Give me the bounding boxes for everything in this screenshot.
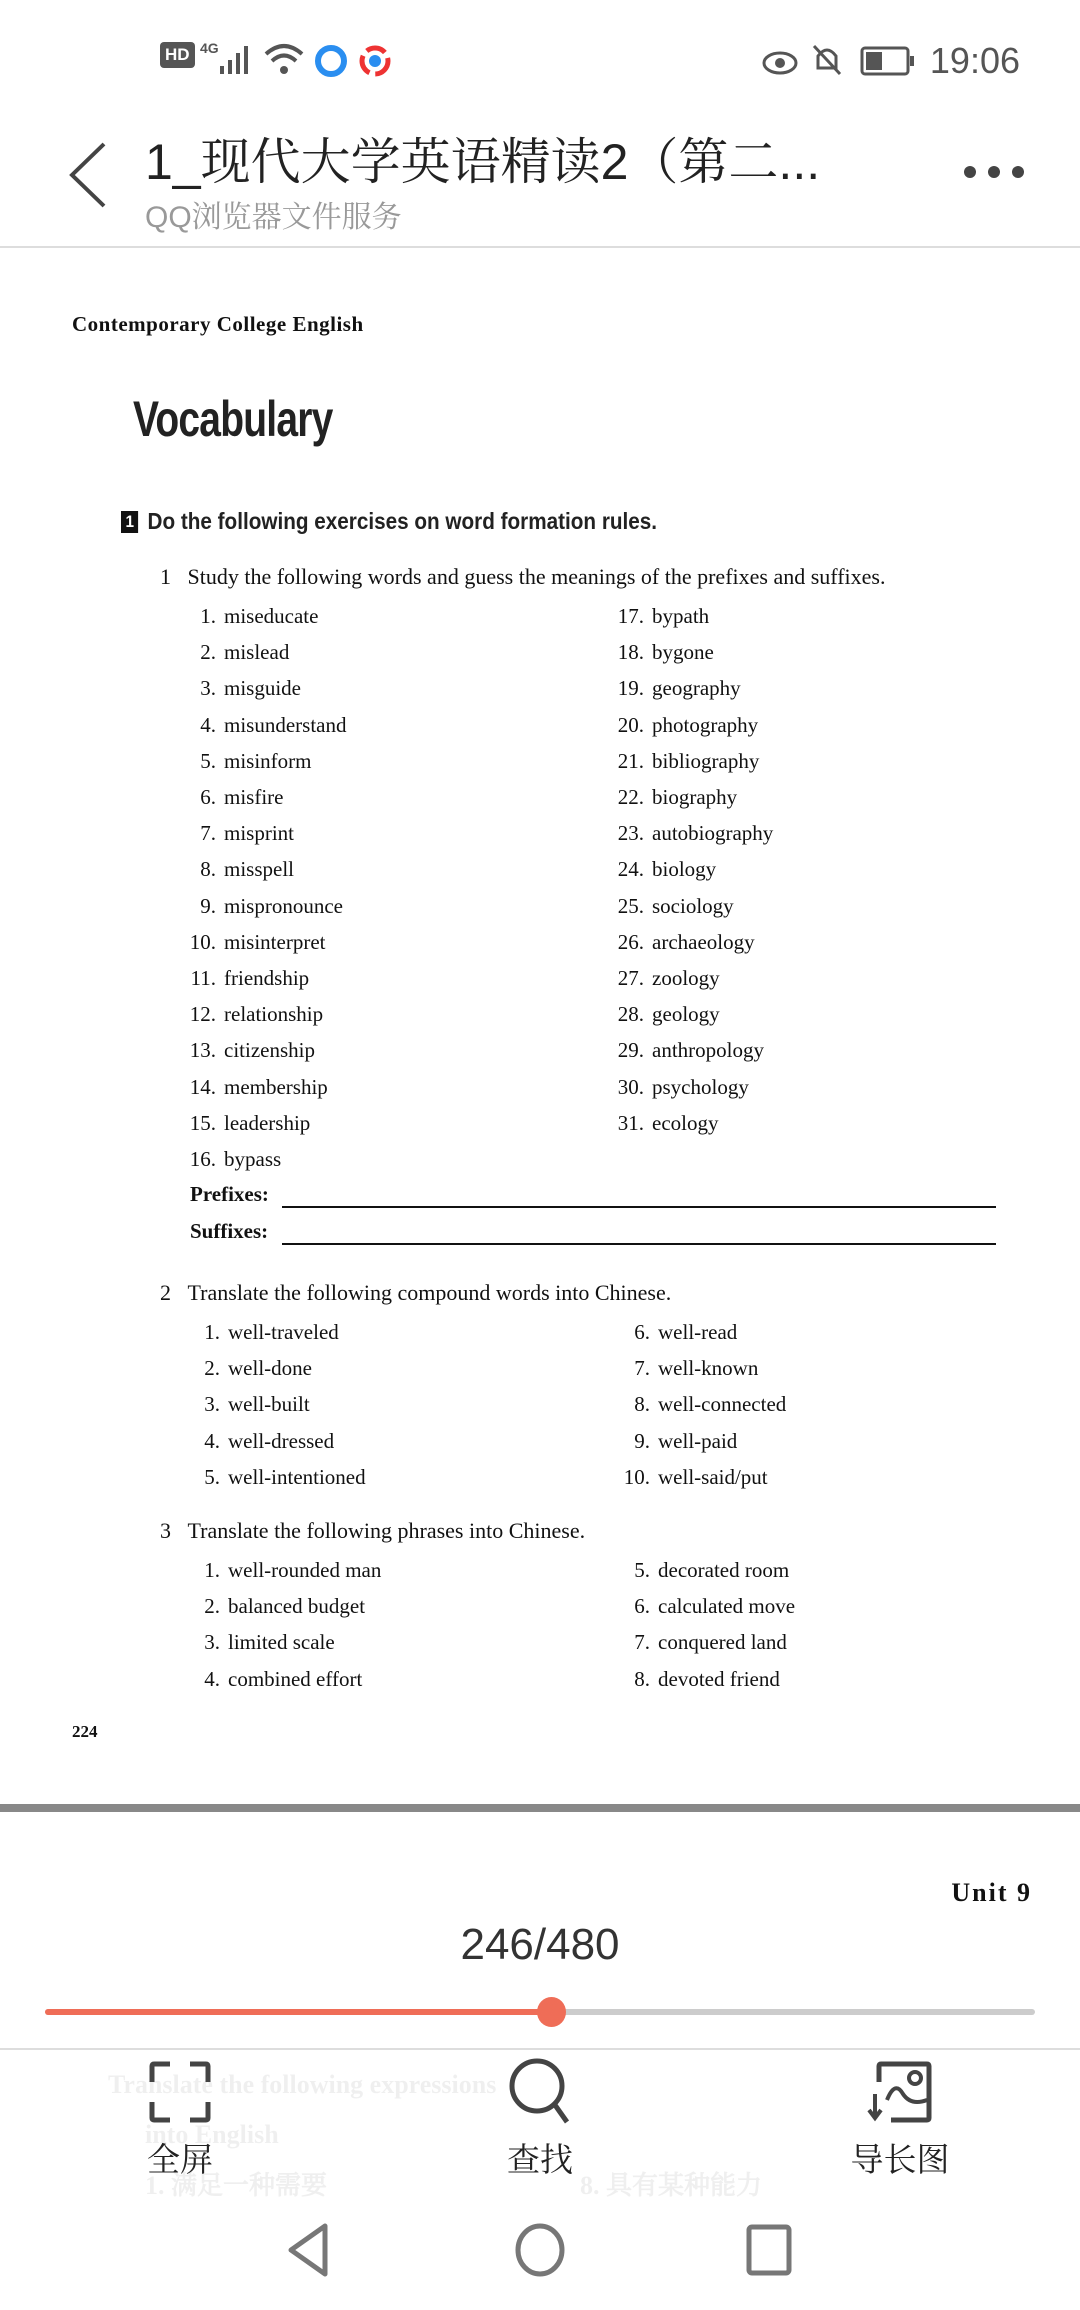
item-text: autobiography [652, 821, 774, 846]
item-text: zoology [652, 966, 720, 990]
question-3 [160, 1518, 585, 1544]
list-item [164, 1667, 362, 1692]
list-item [160, 821, 294, 846]
nav-back-icon[interactable] [285, 2222, 331, 2278]
list-item [160, 604, 318, 629]
item-text: well-traveled [228, 1320, 339, 1344]
find-button[interactable] [440, 2056, 640, 2181]
fullscreen-label: 全屏 [147, 2141, 213, 2178]
signal-icon [218, 44, 254, 76]
item-text: sociology [652, 893, 734, 918]
item-number: 23. [617, 821, 644, 846]
item-text: geology [652, 1002, 720, 1027]
item-text: geography [652, 676, 741, 701]
list-item [160, 894, 343, 919]
long-image-button[interactable] [800, 2060, 1000, 2181]
item-text: misfire [224, 785, 284, 809]
item-number: 19. [617, 676, 644, 701]
item-text: citizenship [224, 1038, 315, 1063]
item-text: well-rounded man [228, 1558, 382, 1582]
item-number: 12. [189, 1002, 216, 1027]
list-item [594, 1392, 786, 1417]
app-icon [358, 44, 392, 78]
question-text: Study the following words and guess the meanings of the prefixes and suffixes. [187, 564, 886, 589]
list-item [594, 1558, 789, 1583]
item-number: 7. [634, 1356, 650, 1381]
list-item [588, 749, 759, 774]
item-number: 18. [617, 640, 644, 665]
list-item [164, 1392, 310, 1417]
item-text: misprint [224, 821, 295, 846]
clock: 19:06 [929, 40, 1020, 81]
item-number: 7. [634, 1630, 650, 1655]
item-number: 14. [189, 1074, 216, 1099]
next-page-ghost-item: 1. 满足一种需要 [145, 2171, 328, 2200]
item-text: anthropology [652, 1038, 764, 1063]
page-separator [0, 1804, 1080, 1812]
item-number: 21. [617, 748, 644, 773]
page-indicator: 246/480 [460, 1920, 620, 1969]
item-text: bypath [652, 604, 710, 628]
prefixes-label: Prefixes: [190, 1182, 269, 1206]
item-text: misguide [224, 676, 301, 701]
item-number: 31. [617, 1110, 644, 1135]
exercise-heading-text: Do the following exercises on word formation rules. [147, 508, 658, 534]
item-number: 9. [634, 1428, 650, 1453]
item-text: misunderstand [224, 712, 347, 737]
item-number: 2. [204, 1594, 220, 1619]
exercise-number-badge: 1 [121, 511, 139, 533]
fullscreen-icon [148, 2060, 212, 2124]
item-text: misspell [224, 857, 295, 882]
item-number: 4. [204, 1666, 220, 1691]
toolbar-divider [0, 2048, 1080, 2050]
list-item [160, 785, 283, 810]
next-page-ghost-sub: into English [145, 2120, 279, 2149]
prefixes-answer-line [282, 1206, 996, 1208]
list-item [164, 1465, 366, 1490]
item-text: misinterpret [224, 929, 326, 954]
next-page-ghost-heading: Translate the following expressions [108, 2070, 497, 2099]
item-number: 1. [204, 1558, 220, 1582]
page-slider-thumb[interactable] [537, 1997, 566, 2027]
list-item [164, 1429, 334, 1454]
item-text: relationship [224, 1002, 324, 1027]
item-number: 25. [617, 893, 644, 918]
item-number: 1. [200, 604, 216, 628]
item-text: well-said/put [658, 1464, 768, 1489]
question-2 [160, 1280, 671, 1306]
item-text: well-paid [658, 1428, 738, 1453]
item-number: 3. [204, 1630, 220, 1655]
page-slider-fill [45, 2009, 552, 2015]
item-number: 10. [623, 1464, 650, 1489]
item-number: 4. [204, 1428, 220, 1453]
document-source: QQ浏览器文件服务 [145, 201, 402, 234]
list-item [588, 676, 741, 701]
next-page-ghost-item: 8. 具有某种能力 [580, 2171, 763, 2200]
item-number: 27. [617, 966, 644, 990]
list-item [164, 1594, 365, 1619]
item-text: decorated room [658, 1558, 790, 1582]
item-text: mislead [224, 640, 290, 665]
list-item [160, 1147, 281, 1172]
network-type: 4G [200, 40, 219, 56]
list-item [588, 1111, 718, 1136]
item-text: miseducate [224, 604, 319, 628]
list-item [160, 1111, 310, 1136]
item-text: balanced budget [228, 1594, 366, 1619]
item-number: 16. [189, 1147, 216, 1171]
item-text: well-connected [658, 1392, 787, 1417]
list-item [588, 713, 758, 738]
item-text: biology [652, 857, 717, 882]
list-item [164, 1558, 381, 1583]
list-item [594, 1667, 780, 1692]
more-options-icon[interactable] [962, 164, 1026, 180]
list-item [160, 713, 346, 738]
item-number: 24. [617, 857, 644, 882]
item-number: 7. [200, 821, 216, 846]
list-item [588, 1002, 720, 1027]
list-item [160, 676, 301, 701]
item-text: well-read [658, 1320, 738, 1344]
long-image-label: 导长图 [850, 2141, 950, 2178]
list-item [588, 966, 720, 991]
item-number: 22. [617, 785, 644, 809]
long-image-icon [867, 2060, 933, 2124]
list-item [588, 1038, 764, 1063]
item-text: well-done [228, 1356, 312, 1381]
item-number: 15. [189, 1110, 216, 1135]
list-item [594, 1465, 768, 1490]
item-number: 29. [617, 1038, 644, 1063]
item-text: well-intentioned [228, 1464, 366, 1489]
item-text: bibliography [652, 748, 760, 773]
item-text: well-built [228, 1392, 310, 1417]
list-item [160, 1002, 323, 1027]
item-number: 30. [617, 1074, 644, 1099]
item-text: well-known [658, 1356, 759, 1381]
item-number: 5. [200, 748, 216, 773]
item-number: 4. [200, 712, 216, 737]
item-number: 8. [634, 1666, 650, 1691]
item-number: 28. [617, 1002, 644, 1027]
item-number: 6. [634, 1594, 650, 1619]
question-1 [160, 564, 885, 590]
list-item [164, 1320, 339, 1345]
question-number: 1 [160, 564, 171, 589]
item-text: archaeology [652, 929, 755, 954]
list-item [594, 1320, 737, 1345]
item-text: membership [224, 1074, 328, 1099]
item-number: 1. [204, 1320, 220, 1344]
suffixes-label: Suffixes: [190, 1219, 269, 1243]
list-item [160, 640, 289, 665]
item-number: 5. [634, 1558, 650, 1582]
item-number: 8. [200, 857, 216, 882]
list-item [588, 785, 737, 810]
header-divider [0, 246, 1080, 248]
section-title: Vocabulary [133, 391, 333, 447]
item-text: devoted friend [658, 1666, 780, 1691]
item-text: biography [652, 785, 738, 809]
item-text: ecology [652, 1110, 719, 1135]
find-label: 查找 [507, 2141, 573, 2178]
item-text: psychology [652, 1074, 749, 1099]
item-text: friendship [224, 966, 310, 990]
list-item [594, 1594, 795, 1619]
item-text: calculated move [658, 1594, 796, 1619]
item-number: 5. [204, 1464, 220, 1489]
item-number: 20. [617, 712, 644, 737]
list-item [588, 857, 716, 882]
list-item [594, 1429, 737, 1454]
item-text: well-dressed [228, 1428, 335, 1453]
exercise-heading [121, 508, 657, 535]
item-text: conquered land [658, 1630, 787, 1655]
item-number: 8. [634, 1392, 650, 1417]
item-text: misinform [224, 748, 312, 773]
list-item [594, 1630, 787, 1655]
list-item [164, 1356, 312, 1381]
hd-icon: HD [160, 42, 195, 68]
list-item [588, 1075, 749, 1100]
wifi-icon [262, 42, 306, 78]
qq-browser-icon [314, 44, 348, 78]
item-number: 3. [200, 676, 216, 701]
next-page-head: Unit 9 [951, 1878, 1032, 1907]
question-number: 2 [160, 1280, 171, 1305]
list-item [164, 1630, 335, 1655]
item-text: bypass [224, 1147, 282, 1171]
running-head: Contemporary College English [72, 312, 364, 336]
item-number: 6. [200, 785, 216, 809]
item-text: bygone [652, 640, 714, 665]
question-number: 3 [160, 1518, 171, 1543]
item-text: leadership [224, 1110, 311, 1135]
question-text: Translate the following compound words into Chinese. [187, 1280, 672, 1305]
suffixes-answer-line [282, 1243, 996, 1245]
item-number: 17. [617, 604, 644, 628]
page-number: 224 [72, 1722, 98, 1741]
item-number: 6. [634, 1320, 650, 1344]
item-number: 26. [617, 929, 644, 954]
document-title: 1_现代大学英语精读2（第二... [145, 134, 821, 190]
item-number: 2. [200, 640, 216, 665]
back-icon[interactable] [66, 140, 110, 210]
battery-icon [860, 46, 916, 76]
item-number: 11. [190, 966, 216, 990]
item-text: photography [652, 712, 759, 737]
list-item [588, 640, 714, 665]
question-text: Translate the following phrases into Chinese. [187, 1518, 586, 1543]
list-item [588, 821, 773, 846]
list-item [588, 894, 734, 919]
search-icon [507, 2056, 573, 2124]
item-text: mispronounce [224, 893, 343, 918]
list-item [588, 930, 755, 955]
item-number: 2. [204, 1356, 220, 1381]
eye-comfort-icon [760, 44, 800, 78]
mute-bell-icon [810, 42, 844, 78]
list-item [160, 857, 294, 882]
status-bar [0, 0, 1080, 120]
list-item [160, 749, 312, 774]
list-item [594, 1356, 758, 1381]
list-item [160, 930, 325, 955]
item-number: 13. [189, 1038, 216, 1063]
list-item [588, 604, 709, 629]
nav-home-icon[interactable] [514, 2222, 566, 2278]
item-number: 9. [200, 893, 216, 918]
nav-recents-icon[interactable] [746, 2224, 792, 2276]
list-item [160, 1075, 328, 1100]
item-text: combined effort [228, 1666, 363, 1691]
list-item [160, 966, 309, 991]
item-text: limited scale [228, 1630, 335, 1655]
fullscreen-button[interactable] [80, 2060, 280, 2181]
item-number: 3. [204, 1392, 220, 1417]
list-item [160, 1038, 315, 1063]
item-number: 10. [189, 929, 216, 954]
